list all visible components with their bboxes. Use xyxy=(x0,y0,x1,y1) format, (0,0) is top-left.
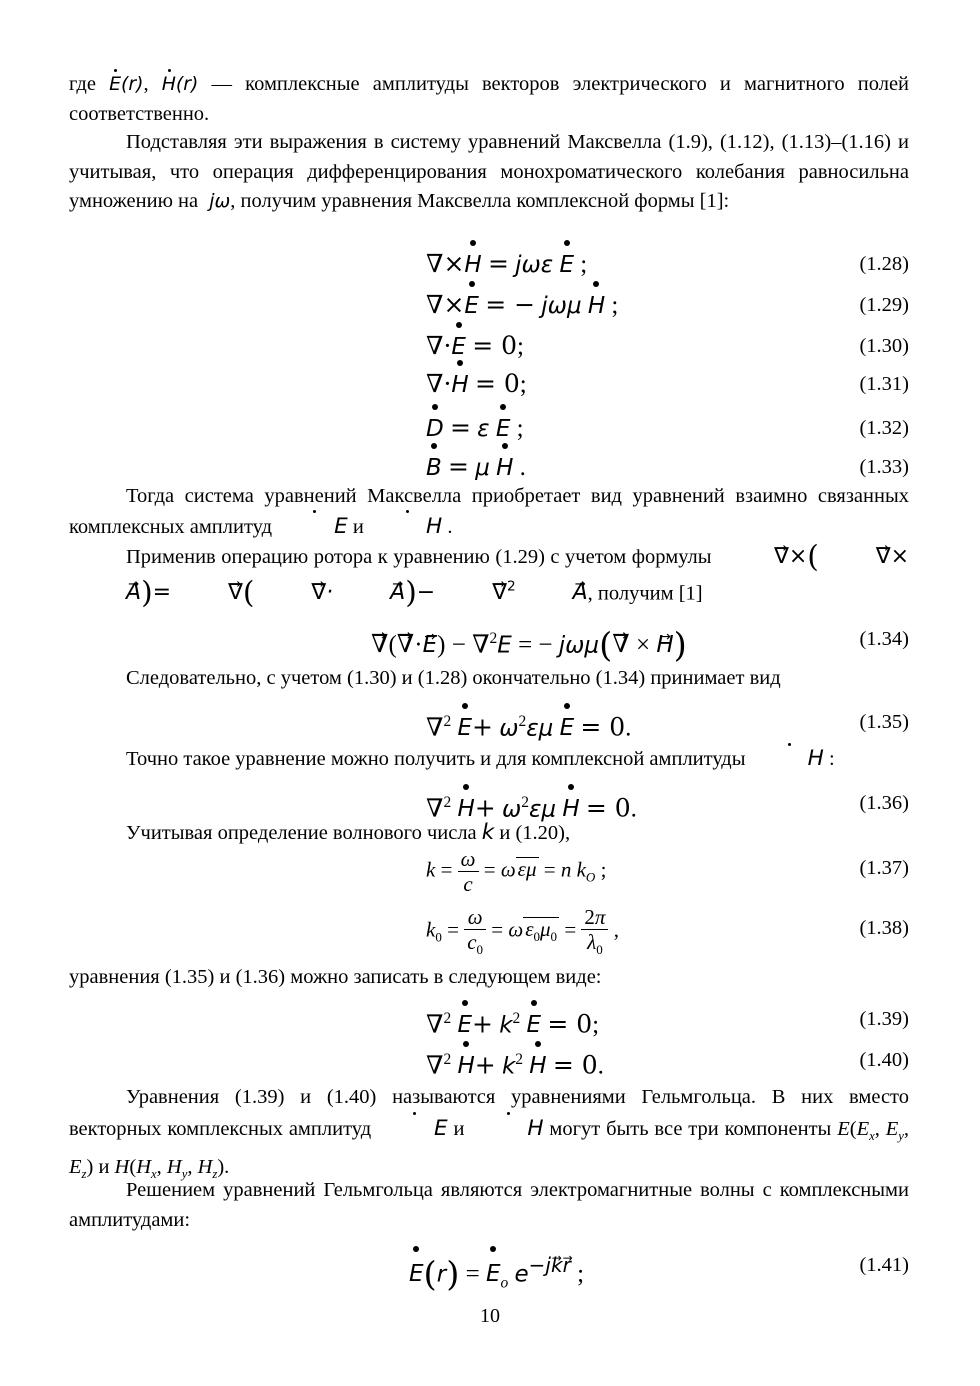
paragraph-coupled: Тогда система уравнений Максвелла приобретает вид уравнений взаимно связанных комплексных амплитуд E и H . xyxy=(69,482,909,542)
equation-1-40: ∇$^2$ $H+ k^2$ H = 0. (1.40) xyxy=(69,1040,909,1080)
paragraph-solution xyxy=(69,1176,909,1235)
page-number: 10 xyxy=(480,1305,500,1327)
equation-1-39: ∇$^2$ $E+ k^2$ E = 0; (1.39) xyxy=(69,999,909,1039)
equation-number: (1.40) xyxy=(859,1049,909,1071)
equation-number: (1.38) xyxy=(859,917,909,939)
equation-number: (1.36) xyxy=(859,792,909,814)
equation-number: (1.29) xyxy=(859,294,909,316)
equation-1-32: D = ε E ; (1.32) xyxy=(69,408,909,448)
text-fragment: Решением уравнений Гельмгольца являются электромагнитные волны с комплексными амплитудами: xyxy=(69,1179,909,1231)
text-fragment: уравнения (1.35) и (1.36) можно записать в следующем виде: xyxy=(69,966,602,988)
paragraph-rewrite xyxy=(69,963,909,993)
text-fragment: Тогда система уравнений Максвелла приобретает вид уравнений взаимно связанных комплексных амплитуд xyxy=(69,485,909,538)
equation-number: (1.33) xyxy=(859,456,909,478)
equation-1-30: ∇·E = 0; (1.30) xyxy=(69,326,909,366)
text-fragment: Учитывая определение волнового числа xyxy=(126,822,477,844)
equation-number: (1.34) xyxy=(859,628,909,650)
paragraph-intro: где E(r), H(r) — комплексные амплитуды векторов электрического и магнитного полей соответственно. xyxy=(69,70,909,129)
paragraph-h-amplitude: Точно такое уравнение можно получить и для комплексной амплитуды H : xyxy=(69,744,909,775)
paragraph-helmholtz: Уравнения (1.39) и (1.40) называются уравнениями Гельмгольца. В них вместо векторных комплексных амплитуд E и H могут быть все три компоненты $E(E_x$, $E_y$, $E_z$) и $H(H_x$, $H_y$, $H_z$). xyxy=(69,1086,910,1182)
equation-number: (1.35) xyxy=(859,711,909,733)
paragraph-rotor: Применив операцию ротора к уравнению (1.29) с учетом формулы → ∇×(→ ∇×→ A)=→ ∇(→ ∇·→ A)−→ ∇$^2$→ A, получим [1] xyxy=(69,542,909,608)
equation-1-37: k = $\frac{\omega}{c}$ = ωεμ = n $k_O$ ; (1.37) xyxy=(426,847,909,897)
text-fragment: , получим [1] xyxy=(587,581,703,604)
equation-1-28: ∇×H = jωε E ; (1.28) xyxy=(69,244,909,284)
text-fragment: Точно такое уравнение можно получить и для комплексной амплитуды xyxy=(126,748,746,770)
equation-number: (1.37) xyxy=(859,857,909,879)
equation-1-38: $k_0$ = $\frac{\omega}{c_0}$ = $\omega\varepsilon_0\mu_0$ = $\frac{2\pi}{\lambda_0}$ , (1.38) xyxy=(426,905,909,958)
paragraph-consequently xyxy=(69,664,909,694)
text-fragment: Следовательно, с учетом (1.30) и (1.28) окончательно (1.34) принимает вид xyxy=(126,667,781,689)
equation-1-41: $E(r) = E_o$ $e^{-j\to k\to r}$ ; (1.41) xyxy=(69,1242,909,1288)
equation-1-36: ∇$^2$ $H+ \omega^2\varepsilon\mu$ H = 0. (1.36) xyxy=(69,783,909,823)
text-fragment: Подставляя эти выражения в систему уравнений Максвелла (1.9), (1.12), (1.13)–(1.16) и учитывая, что операция дифференцирования монохроматического колебания равносильна умножению на xyxy=(69,131,909,212)
equation-number: (1.41) xyxy=(859,1254,909,1276)
text-fragment: Применив операцию ротора к уравнению (1.29) с учетом формулы xyxy=(126,546,712,568)
equation-1-35: ∇$^2$ $E+ \omega^2\varepsilon\mu$ E = 0. (1.35) xyxy=(69,702,909,742)
text-fragment: и xyxy=(352,515,364,538)
text-fragment: и xyxy=(453,1118,465,1140)
text-fragment: Уравнения (1.39) и (1.40) называются уравнениями Гельмгольца. В них вместо векторных комплексных амплитуд xyxy=(69,1086,909,1140)
text-fragment: и (1.20), xyxy=(499,822,571,844)
equation-1-31: ∇·H = 0; (1.31) xyxy=(69,364,909,404)
equation-number: (1.28) xyxy=(859,253,909,275)
equation-1-29: ∇×E = − jωμ H ; (1.29) xyxy=(69,285,909,325)
equation-1-34: → ∇(→ ∇·→ E) − ∇$^2$E = − jωμ(→ ∇ × → H) (1.34) xyxy=(69,619,909,659)
paragraph-substitution: Подставляя эти выражения в систему уравнений Максвелла (1.9), (1.12), (1.13)–(1.16) и учитывая, что операция дифференцирования монохроматического колебания равносильна умножению на jω, получим уравнения Максвелла комплексной формы [1]: xyxy=(69,131,909,212)
equation-number: (1.32) xyxy=(859,417,909,439)
equation-number: (1.31) xyxy=(859,373,909,395)
equation-number: (1.30) xyxy=(859,335,909,357)
text-fragment: — комплексные амплитуды векторов электрического и магнитного полей соответственно. xyxy=(69,73,910,125)
text-fragment: могут быть все три компоненты xyxy=(549,1118,832,1140)
text-fragment: , получим уравнения Максвелла комплексной формы [1]: xyxy=(230,190,730,212)
equation-number: (1.39) xyxy=(859,1008,909,1030)
text-fragment: где xyxy=(69,73,96,95)
equation-1-33: B = μ H . (1.33) xyxy=(69,447,909,487)
paragraph-wave-number: Учитывая определение волнового числа k и (1.20), xyxy=(126,820,571,845)
text-fragment: и xyxy=(98,1156,110,1179)
